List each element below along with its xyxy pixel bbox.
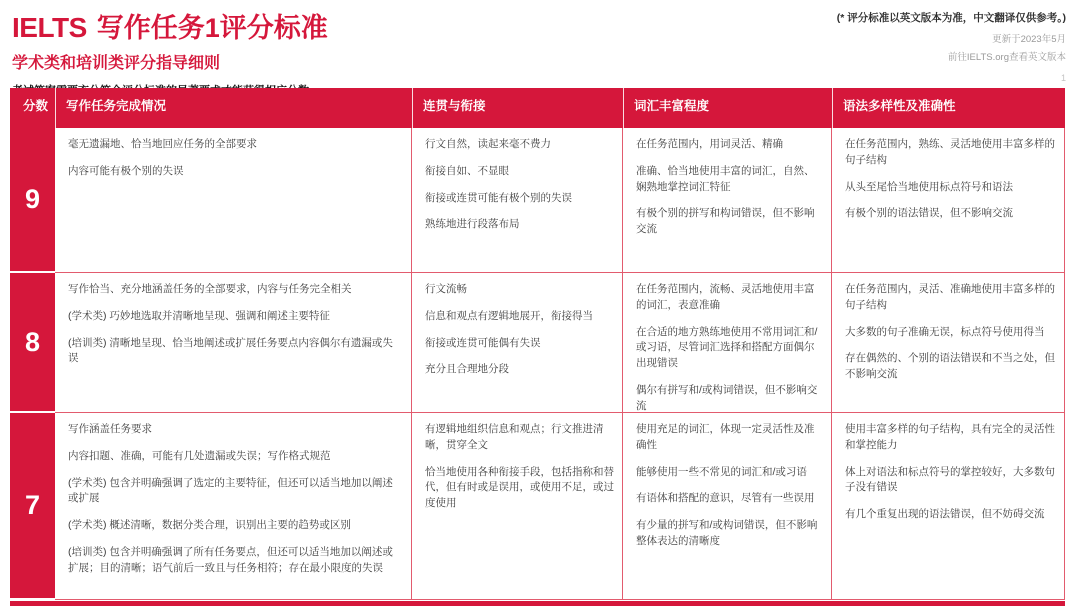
column-header-2: 连贯与衔接 [412,88,623,128]
rubric-table [10,88,1065,600]
column-header-0: 分数 [23,99,49,113]
criterion-paragraph: 在任务范围内，用词灵活、精确 [636,138,783,150]
criterion-paragraph: 衔接或连贯可能有极个别的失误 [425,191,572,204]
coherence-cell-7 [412,413,623,600]
score-badge-9: 9 [10,128,55,273]
criterion-paragraph: (学术类) 概述清晰，数据分类合理，识别出主要的趋势或区别 [68,519,351,531]
criterion-paragraph: 有极个别的拼写和构词错误，但不影响交流 [636,207,815,235]
rubric-row-7 [10,413,1065,600]
lexical-cell-9 [623,128,832,273]
next-row-edge-bar [10,601,1065,606]
grammar-cell-9 [832,128,1065,273]
criterion-paragraph: 信息和观点有逻辑地展开，衔接得当 [425,309,593,322]
criterion-paragraph: 在任务范围内，灵活、准确地使用丰富多样的句子结构 [845,283,1055,311]
column-header-3: 词汇丰富程度 [623,88,832,128]
criterion-paragraph: 有极个别的语法错误，但不影响交流 [845,207,1013,220]
criterion-paragraph: 有逻辑地组织信息和观点；行文推进清晰，贯穿全文 [425,423,604,451]
criterion-paragraph: 能够使用一些不常见的词汇和/或习语 [636,465,807,478]
task-cell-9 [55,128,412,273]
score-badge-8: 8 [10,273,55,413]
criterion-paragraph: 有少量的拼写和/或构词错误，但不影响整体表达的清晰度 [636,519,818,547]
criterion-paragraph: 衔接自如、不显眼 [425,164,509,177]
page-title-text: 写作任务1评分标准 [96,13,328,43]
criterion-paragraph: 行文流畅 [425,283,467,295]
criterion-paragraph: 存在偶然的、个别的语法错误和不当之处，但不影响交流 [845,352,1055,380]
column-header-1: 写作任务完成情况 [55,88,412,128]
criterion-paragraph: 写作恰当、充分地涵盖任务的全部要求，内容与任务完全相关 [68,283,352,295]
criterion-paragraph: 使用充足的词汇，体现一定灵活性及准确性 [636,423,815,451]
criterion-paragraph: 恰当地使用各种衔接手段，包括指称和替代，但有时或是误用，或使用不足，或过度使用 [425,465,614,509]
criterion-paragraph: 行文自然，读起来毫不费力 [425,138,551,150]
criterion-paragraph: 体上对语法和标点符号的掌控较好，大多数句子没有错误 [845,465,1055,494]
lexical-cell-7 [623,413,832,600]
criterion-paragraph: 毫无遗漏地、恰当地回应任务的全部要求 [68,138,257,150]
task-cell-8 [55,273,412,413]
ielts-org-link[interactable]: 前往IELTS.org查看英文版本 [947,52,1066,63]
page-title [12,6,712,45]
criterion-paragraph: 大多数的句子准确无误，标点符号使用得当 [845,325,1045,338]
criterion-paragraph: (培训类) 清晰地呈现、恰当地阐述或扩展任务要点内容偶尔有遗漏或失误 [68,336,393,365]
criterion-paragraph: (学术类) 巧妙地选取并清晰地呈现、强调和阐述主要特征 [68,309,330,322]
criterion-paragraph: 衔接或连贯可能偶有失误 [425,336,541,349]
criterion-paragraph: 熟练地进行段落布局 [425,218,520,231]
criterion-paragraph: 充分且合理地分段 [425,363,509,376]
page-number: 1 [1060,73,1066,83]
criterion-paragraph: 准确、恰当地使用丰富的词汇，自然、娴熟地掌控词汇特征 [636,164,815,193]
criterion-paragraph: 偶尔有拼写和/或构词错误，但不影响交流 [636,383,818,412]
criterion-paragraph: 使用丰富多样的句子结构，具有完全的灵活性和掌控能力 [845,423,1055,451]
ielts-logo: IELTS [12,12,87,43]
criterion-paragraph: 有几个重复出现的语法错误，但不妨碍交流 [845,508,1045,520]
page-subtitle: 学术类和培训类评分指导细则 [12,55,221,72]
score-badge-7: 7 [10,413,55,600]
task-cell-7 [55,413,412,600]
criterion-paragraph: 写作涵盖任务要求 [68,423,152,435]
rubric-table-header [10,88,1065,128]
criterion-paragraph: 在任务范围内，流畅、灵活地使用丰富的词汇，表意准确 [636,283,815,311]
header-meta [837,10,1066,83]
column-header-4: 语法多样性及准确性 [832,88,1065,128]
criterion-paragraph: 在合适的地方熟练地使用不常用词汇和/或习语，尽管词汇选择和搭配方面偶尔出现错误 [636,325,818,369]
updated-date: 更新于2023年5月 [992,34,1066,45]
criterion-paragraph: 有语体和搭配的意识，尽管有一些误用 [636,492,815,505]
translation-disclaimer: (* 评分标准以英文版本为准，中文翻译仅供参考。) [836,12,1066,24]
grammar-cell-8 [832,273,1065,413]
rubric-row-8 [10,273,1065,413]
criterion-paragraph: 内容可能有极个别的失误 [68,164,184,177]
document-header [12,6,712,98]
coherence-cell-9 [412,128,623,273]
criterion-paragraph: 内容扣题、准确，可能有几处遗漏或失误；写作格式规范 [68,449,331,462]
criterion-paragraph: 从头至尾恰当地使用标点符号和语法 [845,180,1013,193]
rubric-table-body [10,128,1065,600]
criterion-paragraph: (学术类) 包含并明确强调了选定的主要特征，但还可以适当地加以阐述或扩展 [68,476,393,505]
rubric-row-9 [10,128,1065,273]
criterion-paragraph: (培训类) 包含并明确强调了所有任务要点，但还可以适当地加以阐述或扩展；目的清晰；语气前后一致且与任务相符；存在最小限度的失误 [68,545,393,574]
criterion-paragraph: 在任务范围内，熟练、灵活地使用丰富多样的句子结构 [845,138,1055,166]
lexical-cell-8 [623,273,832,413]
coherence-cell-8 [412,273,623,413]
grammar-cell-7 [832,413,1065,600]
